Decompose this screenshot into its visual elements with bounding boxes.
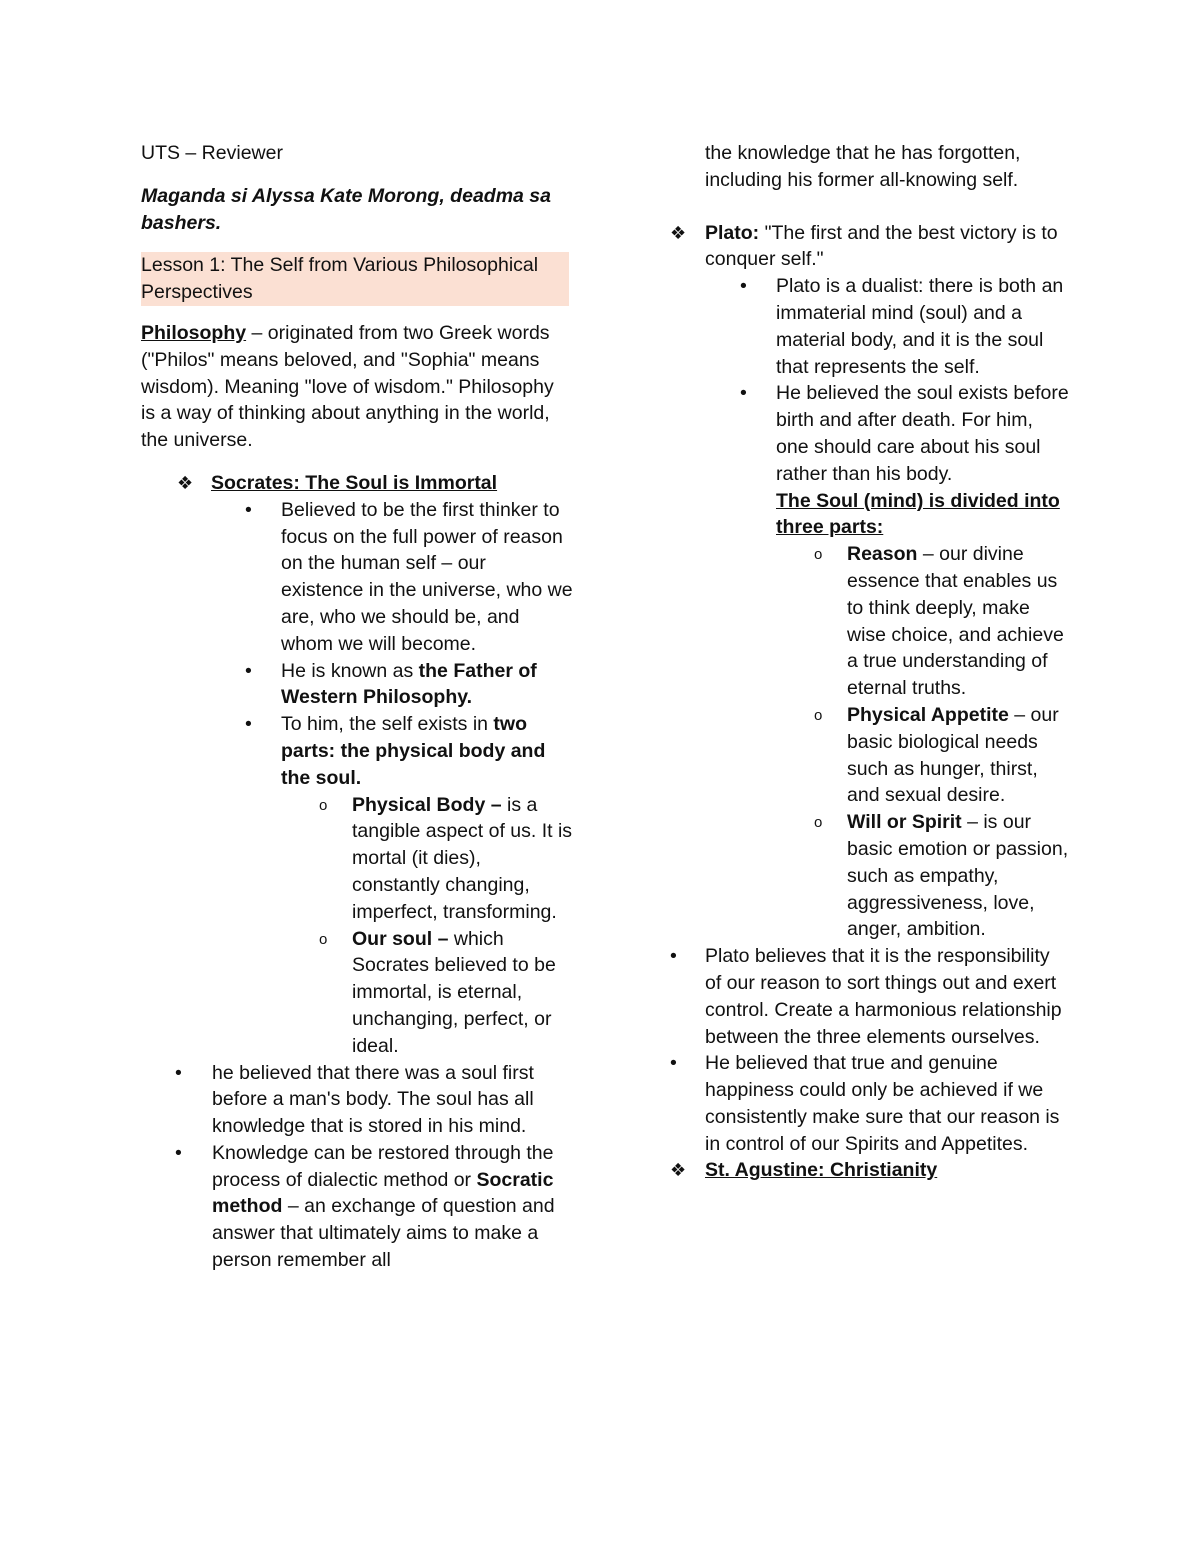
- list-item: [141, 1140, 573, 1274]
- plato-quote: "The first and the best victory is to conquer self.": [705, 221, 1058, 271]
- list-item-text: – an exchange of question and answer that ultimately aims to make a person remember all: [212, 1195, 555, 1272]
- philosophy-def-text: – originated from two Greek words ("Philos" means beloved, and "Sophia" means wisdom). Meaning "love of wisdom." Philosophy is a way of thinking about anything in the world, the universe.: [141, 321, 554, 452]
- list-item: [670, 943, 1070, 1050]
- list-item-text: He believed that true and genuine happiness could only be achieved if we consistently make sure that our reason is in control of our Spirits and Appetites.: [705, 1052, 1060, 1155]
- right-column: [670, 140, 1070, 1184]
- bullet-icon: •: [670, 1052, 677, 1075]
- list-item-text: – our divine essence that enables us to think deeply, make wise choice, and achieve a true understanding of eternal truths.: [847, 543, 1064, 700]
- lesson-heading: Lesson 1: The Self from Various Philosophical Perspectives: [141, 252, 569, 306]
- list-item-text: – our basic biological needs such as hunger, thirst, and sexual desire.: [847, 703, 1059, 807]
- list-item-bold: two parts: the physical body and the soul.: [281, 713, 546, 789]
- list-item: [141, 792, 573, 926]
- list-item-bold: the Father of Western Philosophy.: [281, 659, 537, 709]
- soul-divided-heading: The Soul (mind) is divided into three parts:: [776, 489, 1060, 539]
- physical-body-term: Physical Body –: [352, 793, 502, 816]
- plato-section: [670, 220, 1070, 1185]
- reason-term: Reason: [847, 543, 918, 566]
- bullet-icon: •: [245, 713, 252, 736]
- bullet-icon: •: [245, 498, 252, 521]
- list-item: [141, 497, 573, 658]
- list-item-text: which Socrates believed to be immortal, is eternal, unchanging, perfect, or ideal.: [352, 927, 556, 1057]
- list-item-text: he believed that there was a soul first before a man's body. The soul has all knowledge that is stored in his mind.: [212, 1061, 534, 1138]
- continuation-text: the knowledge that he has forgotten, including his former all-knowing self.: [705, 142, 1021, 191]
- list-item: [670, 220, 1070, 274]
- circle-bullet-icon: o: [814, 546, 823, 564]
- bullet-icon: •: [175, 1061, 182, 1084]
- bullet-icon: •: [670, 945, 677, 968]
- bullet-icon: •: [245, 659, 252, 682]
- tagline: Maganda si Alyssa Kate Morong, deadma sa bashers.: [141, 184, 551, 234]
- list-item: [670, 1157, 1070, 1184]
- spacer: [670, 194, 1070, 220]
- list-item-text: Believed to be the first thinker to focus on the full power of reason on the human self – our existence in the universe, who we are, who we should be, and whom we will become.: [281, 498, 573, 655]
- socrates-section: [141, 470, 573, 1274]
- appetite-term: Physical Appetite: [847, 703, 1009, 726]
- document-title: UTS – Reviewer: [141, 142, 283, 164]
- diamond-bullet-icon: ❖: [177, 472, 194, 493]
- circle-bullet-icon: o: [319, 930, 328, 948]
- diamond-bullet-icon: ❖: [670, 1160, 687, 1181]
- list-item: [141, 926, 573, 1060]
- list-item: [141, 470, 573, 497]
- bullet-icon: •: [175, 1141, 182, 1164]
- list-item-text: He is known as: [281, 659, 419, 682]
- list-item: [670, 488, 1070, 542]
- socrates-heading: Socrates: The Soul is Immortal: [211, 471, 498, 494]
- augustine-heading: St. Agustine: Christianity: [705, 1159, 938, 1182]
- list-item-text: – is our basic emotion or passion, such as empathy, aggressiveness, love, anger, ambition.: [847, 811, 1069, 941]
- list-item-text: Knowledge can be restored through the process of dialectic method or: [212, 1141, 554, 1191]
- list-item-text: Plato believes that it is the responsibility of our reason to sort things out and exert control. Create a harmonious relationship between the three elements ourselves.: [705, 945, 1062, 1048]
- list-item: [670, 809, 1070, 943]
- list-item: [670, 1050, 1070, 1157]
- philosophy-term: Philosophy: [141, 321, 247, 344]
- list-item-text: Plato is a dualist: there is both an immaterial mind (soul) and a material body, and it is the soul that represents the self.: [776, 275, 1064, 378]
- plato-label: Plato:: [705, 221, 760, 244]
- philosophy-definition: [141, 320, 573, 454]
- list-item: [141, 711, 573, 791]
- list-item: [670, 541, 1070, 702]
- list-item: [670, 273, 1070, 380]
- list-item-text: is a tangible aspect of us. It is mortal (it dies), constantly changing, imperfect, transforming.: [352, 793, 573, 923]
- socratic-method-term: Socratic method: [212, 1168, 554, 1218]
- left-column: [141, 140, 573, 1274]
- list-item: [141, 658, 573, 712]
- soul-term: Our soul –: [352, 927, 449, 950]
- spirit-term: Will or Spirit: [847, 811, 962, 834]
- circle-bullet-icon: o: [814, 706, 823, 724]
- list-item: [670, 380, 1070, 487]
- bullet-icon: •: [740, 275, 747, 298]
- list-item: [141, 1060, 573, 1140]
- bullet-icon: •: [740, 382, 747, 405]
- circle-bullet-icon: o: [319, 796, 328, 814]
- diamond-bullet-icon: ❖: [670, 222, 687, 243]
- list-item: [670, 702, 1070, 809]
- list-item-text: To him, the self exists in: [281, 713, 494, 736]
- list-item-text: He believed the soul exists before birth and after death. For him, one should care about his soul rather than his body.: [776, 382, 1069, 485]
- circle-bullet-icon: o: [814, 814, 823, 832]
